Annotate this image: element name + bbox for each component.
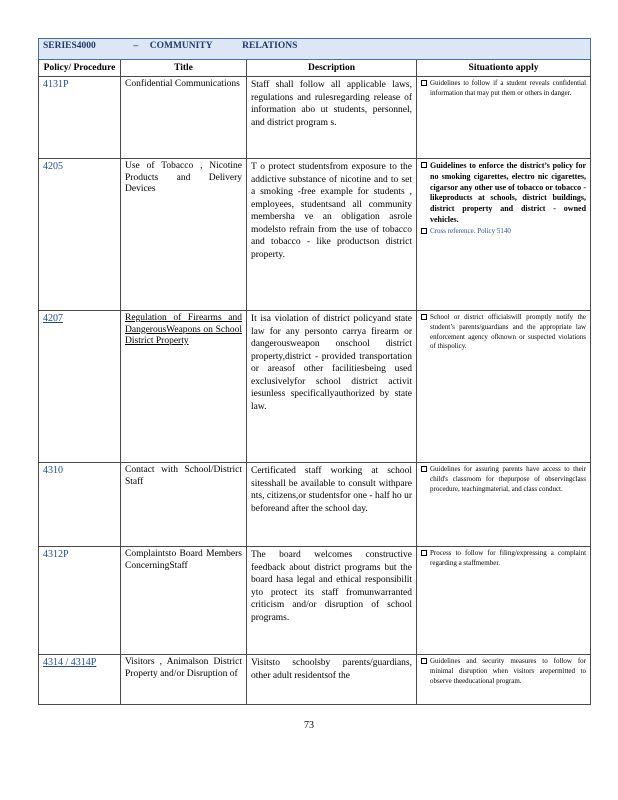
policy-situation	[417, 77, 591, 159]
series-header	[39, 39, 591, 60]
policy-description: The board welcomes constructive feedback about district programs but the board hasa legal and ethical responsibilit yto protect its staff fromunwarranted criticism and/or disruption of school programs.	[247, 547, 417, 655]
bullet-box-icon	[421, 314, 427, 320]
table-row	[39, 463, 591, 547]
policy-document	[38, 38, 590, 705]
column-header-row	[39, 60, 591, 77]
policy-title: Visitors , Animalson District Property and/or Disruption of	[121, 655, 247, 705]
policy-title: Use of Tobacco , Nicotine Products and Delivery Devices	[121, 159, 247, 311]
situation-item: Guidelines for assuring parents have access to their child's classroom for thepurpose of observingclass procedure, teachingmaterial, and class conduct.	[421, 465, 586, 494]
table-row	[39, 159, 591, 311]
policy-situation	[417, 463, 591, 547]
series-code: SERIES4000	[43, 41, 96, 51]
policy-title: Complaintsto Board Members ConcerningStaff	[121, 547, 247, 655]
bullet-box-icon	[421, 658, 427, 664]
situation-item: Guidelines to enforce the district’s policy for no smoking cigarettes, electro nic cigarettes, cigarsor any other use of tobacco or tobacco - likeproducts at schools, district buildings, district property and district - owned vehicles.	[421, 161, 586, 226]
header-description: Description	[247, 60, 417, 77]
series-word2: RELATIONS	[242, 41, 298, 51]
series-header-row	[39, 39, 591, 60]
table-row	[39, 655, 591, 705]
policy-description: Visitsto schoolsby parents/guardians, other adult residentsof the	[247, 655, 417, 705]
policy-description: T o protect studentsfrom exposure to the addictive substance of nicotine and to set a smoking -free example for students , employees, studentsand all community membersha ve an obligation asrole modelsto refrain from the use of tobacco and tobacco - like productson district property.	[247, 159, 417, 311]
policy-situation	[417, 547, 591, 655]
situation-item: Guidelines to follow if a student reveals confidential information that may put them or others in danger.	[421, 79, 586, 99]
policy-code[interactable]: 4312P	[39, 547, 121, 655]
policy-code[interactable]: 4131P	[39, 77, 121, 159]
header-situation: Situationto apply	[417, 60, 591, 77]
policy-situation	[417, 311, 591, 463]
situation-item: Cross reference. Policy 5140	[421, 227, 586, 237]
policy-description: Staff shall follow all applicable laws, regulations and rulesregarding release of information abo ut students, personnel, and district program s.	[247, 77, 417, 159]
series-word1: COMMUNITY	[149, 41, 213, 51]
table-row	[39, 311, 591, 463]
bullet-box-icon	[421, 80, 427, 86]
policy-code[interactable]: 4310	[39, 463, 121, 547]
policy-situation	[417, 655, 591, 705]
series-dash: –	[133, 41, 139, 51]
policy-code[interactable]: 4205	[39, 159, 121, 311]
policy-title: Confidential Communications	[121, 77, 247, 159]
page-number: 73	[304, 720, 314, 731]
bullet-box-icon	[421, 466, 427, 472]
bullet-box-icon	[421, 550, 427, 556]
situation-item: Process to follow for filing/expressing a complaint regarding a staffmember.	[421, 549, 586, 569]
policy-description: Certificated staff working at school sitesshall be available to consult withpare nts, citizens,or studentsfor one - half ho ur beforeand after the school day.	[247, 463, 417, 547]
table-row	[39, 77, 591, 159]
situation-item: School or district officialswill promptly notify the student’s parents/guardians and the appropriate law enforcement agency ofknown or suspected violations of thispolicy.	[421, 313, 586, 352]
policy-description: It isa violation of district policyand state law for any personto carrya firearm or dangerousweapon onschool district property,district - provided transportation or areasof other facilitiesbeing used exclusivelyfor school district activit iesunless specificallyauthorized by state law.	[247, 311, 417, 463]
policy-situation	[417, 159, 591, 311]
policy-title: Contact with School/District Staff	[121, 463, 247, 547]
table-row	[39, 547, 591, 655]
header-policy: Policy/ Procedure	[39, 60, 121, 77]
policy-code-link[interactable]: 4207	[39, 311, 121, 463]
policy-code-link[interactable]: 4314 / 4314P	[39, 655, 121, 705]
bullet-box-icon	[421, 228, 427, 234]
bullet-box-icon	[421, 162, 427, 168]
situation-item: Guidelines and security measures to follow for minimal disruption when visitors arepermitted to observe theeducational program.	[421, 657, 586, 686]
header-title: Title	[121, 60, 247, 77]
policy-title-link[interactable]: Regulation of Firearms and DangerousWeapons on School District Property	[121, 311, 247, 463]
policy-table	[38, 38, 591, 705]
